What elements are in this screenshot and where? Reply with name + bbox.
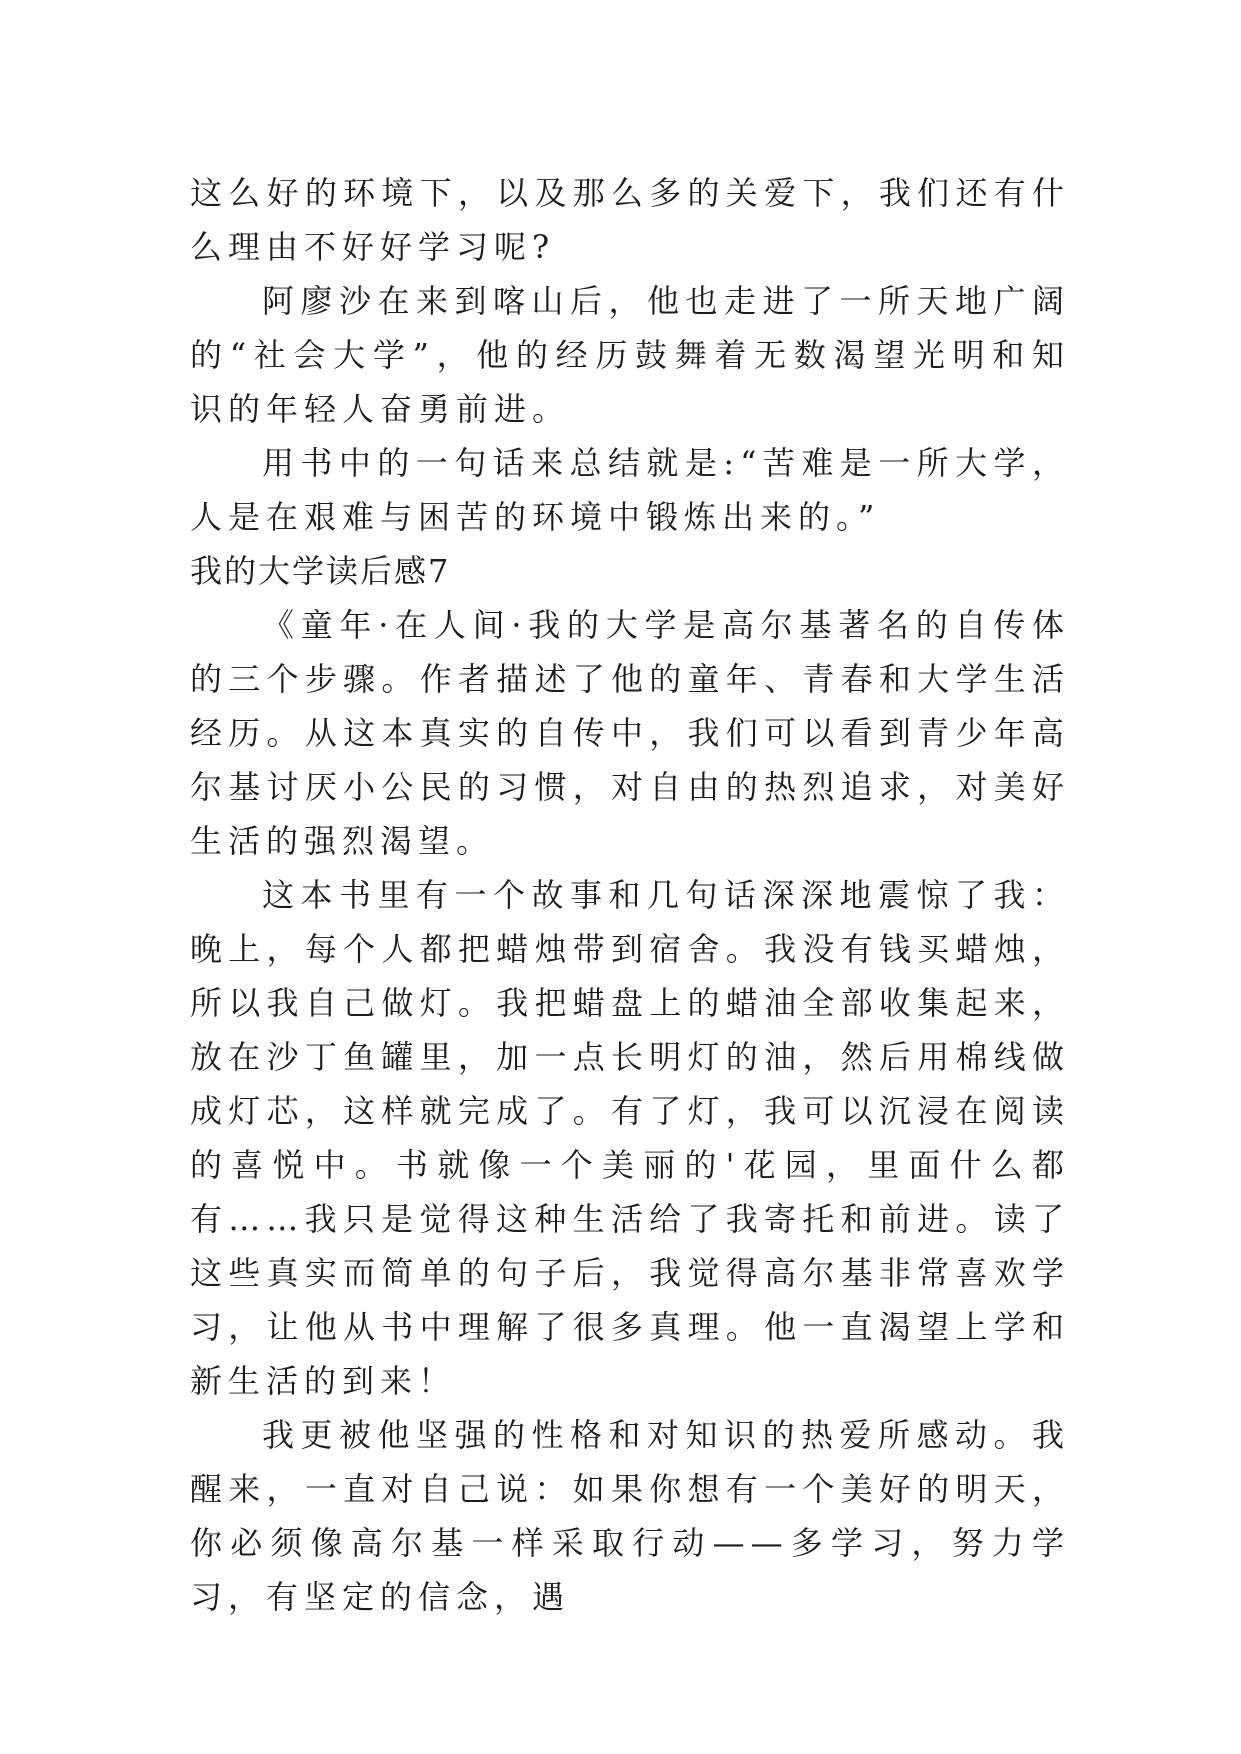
paragraph-alyosha-kazan: 阿廖沙在来到喀山后，他也走进了一所天地广阔的“社会大学”，他的经历鼓舞着无数渴望光明和知识的年轻人奋勇前进。 <box>190 282 1070 428</box>
paragraph-book-intro: 《童年·在人间·我的大学是高尔基著名的自传体的三个步骤。作者描述了他的童年、青春和大学生活经历。从这本真实的自传中，我们可以看到青少年高尔基讨厌小公民的习惯，对自由的热烈追求，对美好生活的强烈渴望。 <box>190 606 1070 860</box>
document-body <box>190 166 1070 1624</box>
section-heading: 我的大学读后感7 <box>190 552 451 590</box>
paragraph-moved: 我更被他坚强的性格和对知识的热爱所感动。我醒来，一直对自己说：如果你想有一个美好的明天，你必须像高尔基一样采取行动——多学习，努力学习，有坚定的信念，遇 <box>190 1416 1070 1616</box>
paragraph-continuation: 这么好的环境下，以及那么多的关爱下，我们还有什么理由不好好学习呢? <box>190 174 1070 266</box>
paragraph-candle-story: 这本书里有一个故事和几句话深深地震惊了我：晚上，每个人都把蜡烛带到宿舍。我没有钱买蜡烛，所以我自己做灯。我把蜡盘上的蜡油全部收集起来，放在沙丁鱼罐里，加一点长明灯的油，然后用棉线做成灯芯，这样就完成了。有了灯，我可以沉浸在阅读的喜悦中。书就像一个美丽的'花园，里面什么都有……我只是觉得这种生活给了我寄托和前进。读了这些真实而简单的句子后，我觉得高尔基非常喜欢学习，让他从书中理解了很多真理。他一直渴望上学和新生活的到来！ <box>190 876 1070 1400</box>
paragraph-book-quote: 用书中的一句话来总结就是:“苦难是一所大学，人是在艰难与困苦的环境中锻炼出来的。” <box>190 444 1070 536</box>
